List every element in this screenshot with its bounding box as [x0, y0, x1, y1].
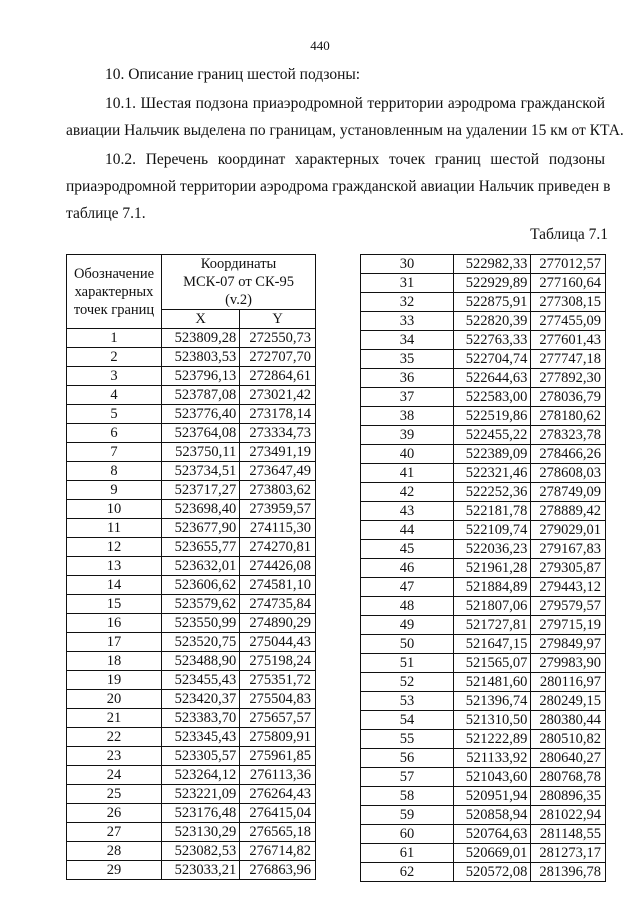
- section-heading: 10. Описание границ шестой подзоны:: [105, 66, 361, 83]
- x-coordinate: 523655,77: [162, 538, 240, 557]
- x-coordinate: 523520,75: [162, 633, 240, 652]
- table-row: [361, 369, 606, 388]
- point-number: 3: [67, 367, 162, 386]
- x-coordinate: 523579,62: [162, 595, 240, 614]
- table-row: [361, 426, 606, 445]
- x-coordinate: 523606,62: [162, 576, 240, 595]
- x-axis-header: X: [162, 310, 240, 329]
- y-coordinate: 274270,81: [240, 538, 316, 557]
- table-row: [67, 633, 316, 652]
- y-coordinate: 275504,83: [240, 690, 316, 709]
- table-row: [361, 483, 606, 502]
- y-coordinate: 275351,72: [240, 671, 316, 690]
- x-coordinate: 521884,89: [454, 578, 531, 597]
- y-coordinate: 281396,78: [531, 863, 606, 882]
- y-coordinate: 273021,42: [240, 386, 316, 405]
- y-coordinate: 275657,57: [240, 709, 316, 728]
- header-label-line-2: характерных: [74, 283, 154, 300]
- y-coordinate: 273803,62: [240, 481, 316, 500]
- y-coordinate: 274115,30: [240, 519, 316, 538]
- table-row: [67, 348, 316, 367]
- table-row: [361, 806, 606, 825]
- point-number: 31: [361, 274, 454, 293]
- x-coordinate: 521396,74: [454, 692, 531, 711]
- y-coordinate: 277455,09: [531, 312, 606, 331]
- point-number: 34: [361, 331, 454, 350]
- point-number: 22: [67, 728, 162, 747]
- x-coordinate: 523176,48: [162, 804, 240, 823]
- table-row: [67, 728, 316, 747]
- table-row: [361, 255, 606, 274]
- point-number: 36: [361, 369, 454, 388]
- x-coordinate: 521043,60: [454, 768, 531, 787]
- y-coordinate: 281273,17: [531, 844, 606, 863]
- table-row: [67, 861, 316, 880]
- table-row: [67, 842, 316, 861]
- y-coordinate: 280768,78: [531, 768, 606, 787]
- x-coordinate: 523130,29: [162, 823, 240, 842]
- point-number: 23: [67, 747, 162, 766]
- table-header-row: [67, 255, 316, 310]
- table-row: [361, 863, 606, 882]
- x-coordinate: 523764,08: [162, 424, 240, 443]
- x-coordinate: 523305,57: [162, 747, 240, 766]
- table-row: [361, 350, 606, 369]
- point-number: 5: [67, 405, 162, 424]
- header-coords-line-1: Координаты: [200, 256, 277, 272]
- x-coordinate: 523033,21: [162, 861, 240, 880]
- point-number: 38: [361, 407, 454, 426]
- x-coordinate: 522583,00: [454, 388, 531, 407]
- table-row: [361, 749, 606, 768]
- x-coordinate: 520572,08: [454, 863, 531, 882]
- table-row: [361, 521, 606, 540]
- point-number: 47: [361, 578, 454, 597]
- x-coordinate: 523734,51: [162, 462, 240, 481]
- table-row: [361, 844, 606, 863]
- y-coordinate: 279849,97: [531, 635, 606, 654]
- y-coordinate: 279029,01: [531, 521, 606, 540]
- y-coordinate: 280896,35: [531, 787, 606, 806]
- x-coordinate: 522389,09: [454, 445, 531, 464]
- table-row: [67, 671, 316, 690]
- x-coordinate: 523776,40: [162, 405, 240, 424]
- x-coordinate: 523550,99: [162, 614, 240, 633]
- y-coordinate: 273334,73: [240, 424, 316, 443]
- point-number: 7: [67, 443, 162, 462]
- point-number: 1: [67, 329, 162, 348]
- point-number: 11: [67, 519, 162, 538]
- point-number: 14: [67, 576, 162, 595]
- y-coordinate: 273647,49: [240, 462, 316, 481]
- table-row: [67, 500, 316, 519]
- table-row: [361, 597, 606, 616]
- x-coordinate: 522519,86: [454, 407, 531, 426]
- y-axis-header: Y: [240, 310, 316, 329]
- y-coordinate: 276714,82: [240, 842, 316, 861]
- y-coordinate: 275044,43: [240, 633, 316, 652]
- point-number: 12: [67, 538, 162, 557]
- y-coordinate: 276863,96: [240, 861, 316, 880]
- point-number: 44: [361, 521, 454, 540]
- point-number: 42: [361, 483, 454, 502]
- x-coordinate: 523750,11: [162, 443, 240, 462]
- table-row: [361, 711, 606, 730]
- table-row: [67, 367, 316, 386]
- table-row: [361, 540, 606, 559]
- table-row: [361, 407, 606, 426]
- table-row: [67, 804, 316, 823]
- x-coordinate: 522109,74: [454, 521, 531, 540]
- point-number: 18: [67, 652, 162, 671]
- y-coordinate: 272550,73: [240, 329, 316, 348]
- y-coordinate: 278749,09: [531, 483, 606, 502]
- point-number: 29: [67, 861, 162, 880]
- y-coordinate: 281022,94: [531, 806, 606, 825]
- table-row: [67, 424, 316, 443]
- table-row: [361, 274, 606, 293]
- x-coordinate: 523264,12: [162, 766, 240, 785]
- point-number: 32: [361, 293, 454, 312]
- table-row: [67, 329, 316, 348]
- y-coordinate: 278323,78: [531, 426, 606, 445]
- table-row: [67, 823, 316, 842]
- y-coordinate: 273178,14: [240, 405, 316, 424]
- point-number: 13: [67, 557, 162, 576]
- point-number: 53: [361, 692, 454, 711]
- y-coordinate: 280640,27: [531, 749, 606, 768]
- x-coordinate: 523383,70: [162, 709, 240, 728]
- point-number: 54: [361, 711, 454, 730]
- table-row: [361, 768, 606, 787]
- y-coordinate: 275809,91: [240, 728, 316, 747]
- table-row: [67, 709, 316, 728]
- y-coordinate: 273959,57: [240, 500, 316, 519]
- point-number: 27: [67, 823, 162, 842]
- x-coordinate: 522252,36: [454, 483, 531, 502]
- point-number: 25: [67, 785, 162, 804]
- point-number: 43: [361, 502, 454, 521]
- table-row: [67, 481, 316, 500]
- table-row: [361, 635, 606, 654]
- point-number: 8: [67, 462, 162, 481]
- table-row: [361, 692, 606, 711]
- header-coords-line-2: МСК-07 от СК-95: [183, 274, 294, 290]
- y-coordinate: 276565,18: [240, 823, 316, 842]
- table-row: [67, 576, 316, 595]
- point-number: 10: [67, 500, 162, 519]
- page-number: 440: [310, 38, 330, 53]
- table-row: [67, 595, 316, 614]
- y-coordinate: 277308,15: [531, 293, 606, 312]
- x-coordinate: 522763,33: [454, 331, 531, 350]
- point-number: 60: [361, 825, 454, 844]
- header-coords-line-3: (v.2): [225, 292, 252, 308]
- point-number: 21: [67, 709, 162, 728]
- table-row: [67, 690, 316, 709]
- table-row: [361, 388, 606, 407]
- table-row: [67, 519, 316, 538]
- x-coordinate: 523796,13: [162, 367, 240, 386]
- x-coordinate: 521481,60: [454, 673, 531, 692]
- point-number: 58: [361, 787, 454, 806]
- y-coordinate: 280249,15: [531, 692, 606, 711]
- point-number: 56: [361, 749, 454, 768]
- point-number: 30: [361, 255, 454, 274]
- x-coordinate: 522644,63: [454, 369, 531, 388]
- y-coordinate: 280510,82: [531, 730, 606, 749]
- x-coordinate: 520951,94: [454, 787, 531, 806]
- table-row: [67, 652, 316, 671]
- table-row: [67, 386, 316, 405]
- y-coordinate: 277160,64: [531, 274, 606, 293]
- table-row: [67, 405, 316, 424]
- y-coordinate: 278036,79: [531, 388, 606, 407]
- y-coordinate: 276113,36: [240, 766, 316, 785]
- table-row: [361, 825, 606, 844]
- table-row: [361, 578, 606, 597]
- point-number: 48: [361, 597, 454, 616]
- y-coordinate: 274890,29: [240, 614, 316, 633]
- x-coordinate: 523082,53: [162, 842, 240, 861]
- table-row: [67, 462, 316, 481]
- y-coordinate: 276264,43: [240, 785, 316, 804]
- x-coordinate: 522321,46: [454, 464, 531, 483]
- point-number: 37: [361, 388, 454, 407]
- y-coordinate: 278466,26: [531, 445, 606, 464]
- x-coordinate: 523455,43: [162, 671, 240, 690]
- point-number: 41: [361, 464, 454, 483]
- point-number: 40: [361, 445, 454, 464]
- y-coordinate: 278180,62: [531, 407, 606, 426]
- point-number: 2: [67, 348, 162, 367]
- paragraph-2-line-1: 10.2. Перечень координат характерных точек границ шестой подзоны: [105, 151, 605, 168]
- table-row: [361, 502, 606, 521]
- point-number: 16: [67, 614, 162, 633]
- y-coordinate: 279443,12: [531, 578, 606, 597]
- x-coordinate: 521565,07: [454, 654, 531, 673]
- table-row: [67, 538, 316, 557]
- table-row: [361, 616, 606, 635]
- x-coordinate: 523809,28: [162, 329, 240, 348]
- x-coordinate: 523803,53: [162, 348, 240, 367]
- x-coordinate: 520858,94: [454, 806, 531, 825]
- header-label-line-1: Обозначение: [73, 265, 155, 282]
- y-coordinate: 279167,83: [531, 540, 606, 559]
- table-row: [67, 747, 316, 766]
- table-row: [361, 312, 606, 331]
- point-number: 15: [67, 595, 162, 614]
- point-number: 51: [361, 654, 454, 673]
- x-coordinate: 522820,39: [454, 312, 531, 331]
- point-number: 50: [361, 635, 454, 654]
- y-coordinate: 280380,44: [531, 711, 606, 730]
- point-number: 59: [361, 806, 454, 825]
- table-row: [361, 445, 606, 464]
- x-coordinate: 521807,06: [454, 597, 531, 616]
- y-coordinate: 280116,97: [531, 673, 606, 692]
- paragraph-1-line-2: авиации Нальчик выделена по границам, установленным на удалении 15 км от КТА.: [66, 122, 624, 139]
- x-coordinate: 523632,01: [162, 557, 240, 576]
- table-row: [361, 331, 606, 350]
- point-label-header: [67, 255, 162, 329]
- x-coordinate: 523698,40: [162, 500, 240, 519]
- x-coordinate: 522875,91: [454, 293, 531, 312]
- x-coordinate: 522455,22: [454, 426, 531, 445]
- y-coordinate: 274581,10: [240, 576, 316, 595]
- x-coordinate: 520669,01: [454, 844, 531, 863]
- table-row: [361, 787, 606, 806]
- paragraph-1-line-1: 10.1. Шестая подзона приаэродромной территории аэродрома гражданской: [105, 95, 605, 112]
- point-number: 61: [361, 844, 454, 863]
- y-coordinate: 279983,90: [531, 654, 606, 673]
- table-row: [67, 443, 316, 462]
- x-coordinate: 521727,81: [454, 616, 531, 635]
- point-number: 55: [361, 730, 454, 749]
- x-coordinate: 523488,90: [162, 652, 240, 671]
- y-coordinate: 274735,84: [240, 595, 316, 614]
- point-number: 24: [67, 766, 162, 785]
- y-coordinate: 279305,87: [531, 559, 606, 578]
- x-coordinate: 521222,89: [454, 730, 531, 749]
- y-coordinate: 277601,43: [531, 331, 606, 350]
- y-coordinate: 279715,19: [531, 616, 606, 635]
- y-coordinate: 277747,18: [531, 350, 606, 369]
- x-coordinate: 520764,63: [454, 825, 531, 844]
- point-number: 45: [361, 540, 454, 559]
- point-number: 39: [361, 426, 454, 445]
- table-row: [67, 785, 316, 804]
- point-number: 52: [361, 673, 454, 692]
- y-coordinate: 277892,30: [531, 369, 606, 388]
- x-coordinate: 522982,33: [454, 255, 531, 274]
- x-coordinate: 522929,89: [454, 274, 531, 293]
- y-coordinate: 272707,70: [240, 348, 316, 367]
- point-number: 6: [67, 424, 162, 443]
- point-number: 26: [67, 804, 162, 823]
- coordinates-table-left: [66, 254, 316, 880]
- x-coordinate: 522704,74: [454, 350, 531, 369]
- table-row: [67, 614, 316, 633]
- table-row: [361, 654, 606, 673]
- table-row: [361, 559, 606, 578]
- x-coordinate: 523677,90: [162, 519, 240, 538]
- point-number: 46: [361, 559, 454, 578]
- y-coordinate: 278608,03: [531, 464, 606, 483]
- x-coordinate: 521133,92: [454, 749, 531, 768]
- table-row: [361, 673, 606, 692]
- x-coordinate: 521647,15: [454, 635, 531, 654]
- x-coordinate: 522036,23: [454, 540, 531, 559]
- paragraph-2-line-3: таблице 7.1.: [66, 205, 146, 222]
- x-coordinate: 521961,28: [454, 559, 531, 578]
- point-number: 33: [361, 312, 454, 331]
- y-coordinate: 278889,42: [531, 502, 606, 521]
- table-caption: Таблица 7.1: [530, 226, 608, 243]
- x-coordinate: 523717,27: [162, 481, 240, 500]
- x-coordinate: 523345,43: [162, 728, 240, 747]
- point-number: 19: [67, 671, 162, 690]
- point-number: 17: [67, 633, 162, 652]
- point-number: 28: [67, 842, 162, 861]
- paragraph-2-line-2: приаэродромной территории аэродрома гражданской авиации Нальчик приведен в: [66, 178, 611, 195]
- y-coordinate: 277012,57: [531, 255, 606, 274]
- point-number: 35: [361, 350, 454, 369]
- x-coordinate: 522181,78: [454, 502, 531, 521]
- coordinates-table-right: [360, 254, 606, 882]
- y-coordinate: 274426,08: [240, 557, 316, 576]
- y-coordinate: 275961,85: [240, 747, 316, 766]
- point-number: 49: [361, 616, 454, 635]
- header-label-line-3: точек границ: [73, 301, 155, 318]
- x-coordinate: 523420,37: [162, 690, 240, 709]
- x-coordinate: 521310,50: [454, 711, 531, 730]
- y-coordinate: 275198,24: [240, 652, 316, 671]
- y-coordinate: 279579,57: [531, 597, 606, 616]
- table-row: [67, 766, 316, 785]
- table-row: [361, 293, 606, 312]
- point-number: 4: [67, 386, 162, 405]
- y-coordinate: 272864,61: [240, 367, 316, 386]
- table-row: [361, 730, 606, 749]
- y-coordinate: 281148,55: [531, 825, 606, 844]
- point-number: 57: [361, 768, 454, 787]
- table-row: [361, 464, 606, 483]
- coordinates-header: [162, 255, 316, 310]
- point-number: 9: [67, 481, 162, 500]
- y-coordinate: 276415,04: [240, 804, 316, 823]
- y-coordinate: 273491,19: [240, 443, 316, 462]
- point-number: 20: [67, 690, 162, 709]
- point-number: 62: [361, 863, 454, 882]
- x-coordinate: 523787,08: [162, 386, 240, 405]
- table-row: [67, 557, 316, 576]
- x-coordinate: 523221,09: [162, 785, 240, 804]
